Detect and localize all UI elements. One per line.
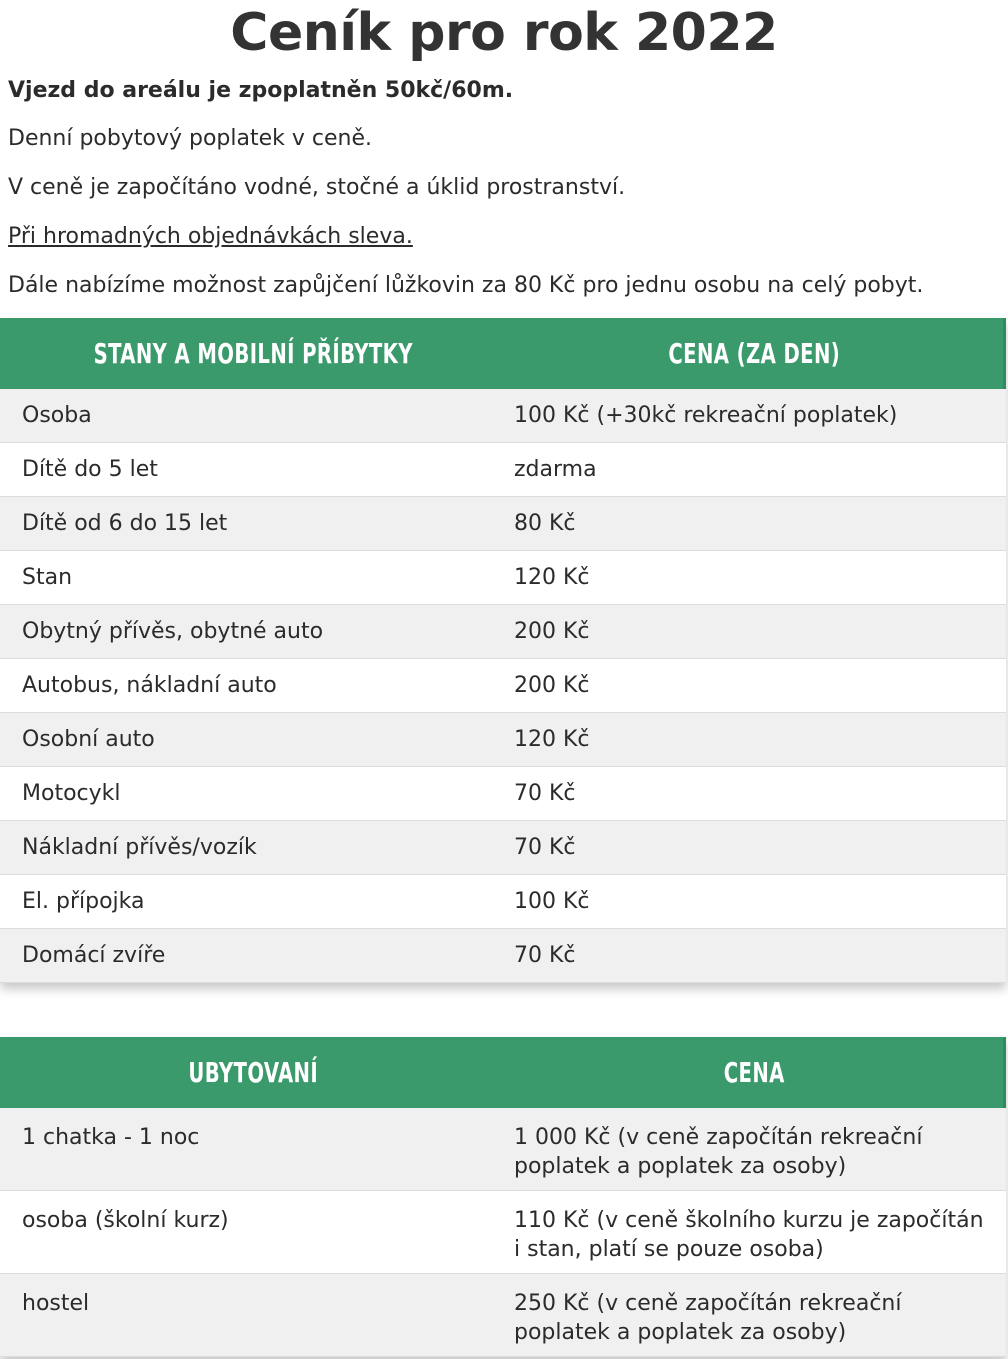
table-row [0,713,1006,767]
bedding-rental-text: Dále nabízíme možnost zapůjčení lůžkovin za 80 Kč pro jednu osobu na celý pobyt. [8,273,924,298]
item-name-cell: Nákladní přívěs/vozík [22,835,257,860]
price-cell: 250 Kč (v ceně započítán rekreační poplatek a poplatek za osoby) [514,1291,902,1345]
item-name-cell: osoba (školní kurz) [22,1208,229,1233]
price-cell: 100 Kč (+30kč rekreační poplatek) [514,403,898,428]
table-row [0,875,1006,929]
price-cell: 110 Kč (v ceně školního kurzu je započítán i stan, platí se pouze osoba) [514,1208,984,1262]
table-header [0,1037,1006,1108]
price-cell: 100 Kč [514,889,590,914]
table-row [0,1191,1006,1274]
price-cell: 70 Kč [514,781,576,806]
table-row [0,1108,1006,1191]
price-cell: 70 Kč [514,835,576,860]
table-header [0,318,1006,389]
accommodation-price-table [0,1037,1006,1357]
item-name-cell: Motocykl [22,781,121,806]
table-row [0,389,1006,443]
item-name-cell: Osobní auto [22,727,155,752]
table-row [0,821,1006,875]
price-cell: 200 Kč [514,619,590,644]
column-header-price: CENA (ZA DEN) [668,337,841,370]
table-row [0,767,1006,821]
item-name-cell: 1 chatka - 1 noc [22,1125,200,1150]
item-name-cell: Stan [22,565,73,590]
table-row [0,497,1006,551]
price-cell: 80 Kč [514,511,576,536]
table-row [0,605,1006,659]
daily-fee-text: Denní pobytový poplatek v ceně. [8,126,372,151]
camping-price-table [0,318,1006,983]
price-cell: 70 Kč [514,943,576,968]
table-row [0,659,1006,713]
price-cell: 120 Kč [514,565,590,590]
column-header-accommodation: UBYTOVANÍ [188,1056,319,1089]
column-header-price: CENA [724,1056,786,1089]
item-name-cell: Osoba [22,403,92,428]
item-name-cell: El. přípojka [22,889,145,914]
price-cell: 200 Kč [514,673,590,698]
table-row [0,1274,1006,1357]
included-services-text: V ceně je započítáno vodné, stočné a úklid prostranství. [8,175,626,200]
price-cell: 1 000 Kč (v ceně započítán rekreační poplatek a poplatek za osoby) [514,1125,923,1179]
group-discount-link[interactable]: Při hromadných objednávkách sleva. [8,224,413,249]
table-row [0,929,1006,983]
price-cell: 120 Kč [514,727,590,752]
table-row [0,551,1006,605]
item-name-cell: Domácí zvíře [22,943,166,968]
column-header-item: STANY A MOBILNÍ PŘÍBYTKY [93,337,413,370]
table-row [0,443,1006,497]
item-name-cell: Autobus, nákladní auto [22,673,277,698]
item-name-cell: hostel [22,1291,90,1316]
price-cell: zdarma [514,457,597,482]
entry-fee-text: Vjezd do areálu je zpoplatněn 50kč/60m. [8,78,514,103]
item-name-cell: Obytný přívěs, obytné auto [22,619,324,644]
item-name-cell: Dítě od 6 do 15 let [22,511,228,536]
item-name-cell: Dítě do 5 let [22,457,158,482]
page-title: Ceník pro rok 2022 [230,3,778,63]
